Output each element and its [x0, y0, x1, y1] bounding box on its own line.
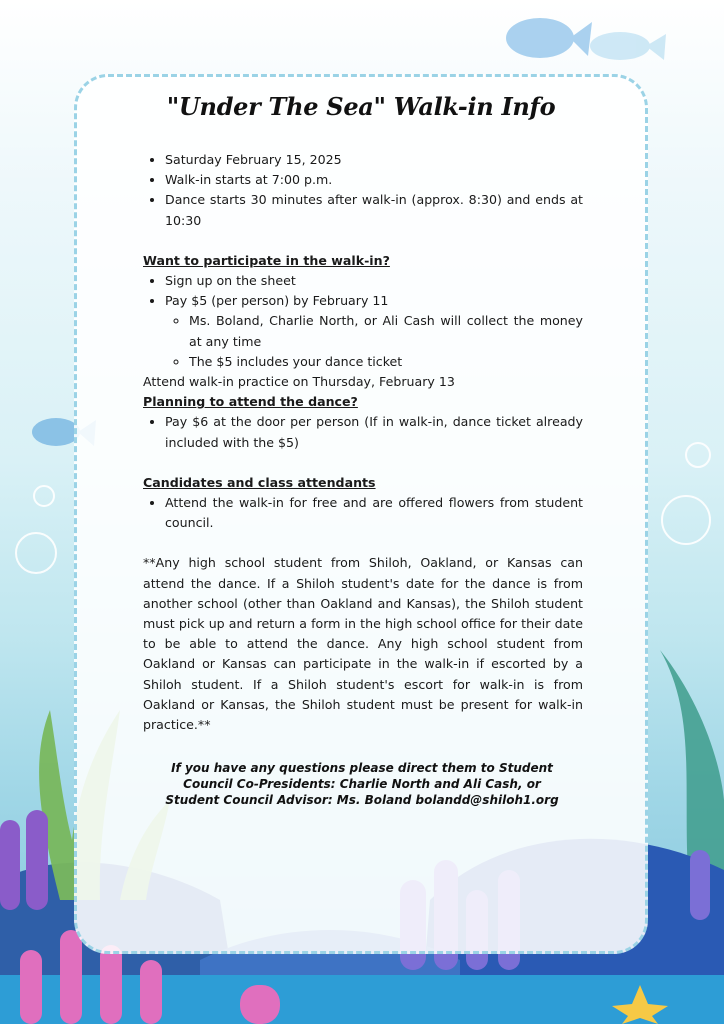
- event-details-list: [143, 150, 583, 231]
- list-item-text: Pay $5 (per person) by February 11: [165, 293, 389, 309]
- list-item: ◦ The $5 includes your dance ticket: [189, 352, 583, 372]
- list-item: • Walk-in starts at 7:00 p.m.: [165, 170, 583, 190]
- page-title: "Under The Sea" Walk-in Info: [166, 92, 556, 121]
- candidates-heading: Candidates and class attendants: [143, 474, 376, 490]
- practice-note: Attend walk-in practice on Thursday, February 13: [143, 374, 455, 390]
- list-item: • Dance starts 30 minutes after walk-in (approx. 8:30) and ends at 10:30: [165, 190, 583, 230]
- dance-heading: Planning to attend the dance?: [143, 394, 358, 410]
- dance-list: [143, 412, 583, 452]
- walkin-list: [143, 271, 583, 372]
- list-item: • Saturday February 15, 2025: [165, 150, 583, 170]
- content: [143, 150, 583, 735]
- list-item: • Sign up on the sheet: [165, 271, 583, 291]
- fish-icon: [590, 32, 666, 60]
- footer-line: Council Co-Presidents: Charlie North and Ali Cash, or: [183, 777, 541, 791]
- candidates-list: [143, 493, 583, 533]
- walkin-sublist: [165, 311, 583, 372]
- notice-paragraph: **Any high school student from Shiloh, Oakland, or Kansas can attend the dance. If a Shiloh student's date for the dance is from another school (other than Oakland and Kansas), the Shiloh student must pick up and return a form in the high school office for their date to be able to attend the dance. Any high school student from Oakland or Kansas can participate in the walk-in if escorted by a Shiloh student. If a Shiloh student's escort for walk-in is from Oakland or Kansas, the Shiloh student must be present for walk-in practice.**: [143, 555, 583, 733]
- walkin-heading: Want to participate in the walk-in?: [143, 252, 390, 268]
- footer-line: If you have any questions please direct them to Student: [171, 761, 553, 775]
- list-item: ◦ Ms. Boland, Charlie North, or Ali Cash will collect the money at any time: [189, 311, 583, 351]
- list-item: • Pay $6 at the door per person (If in walk-in, dance ticket already included with the $5): [165, 412, 583, 452]
- footer-line: Student Council Advisor: Ms. Boland bolandd@shiloh1.org: [165, 793, 559, 807]
- list-item: • Attend the walk-in for free and are offered flowers from student council.: [165, 493, 583, 533]
- contact-footer: [160, 760, 564, 808]
- fish-icon: [506, 18, 592, 58]
- list-item: [165, 291, 583, 372]
